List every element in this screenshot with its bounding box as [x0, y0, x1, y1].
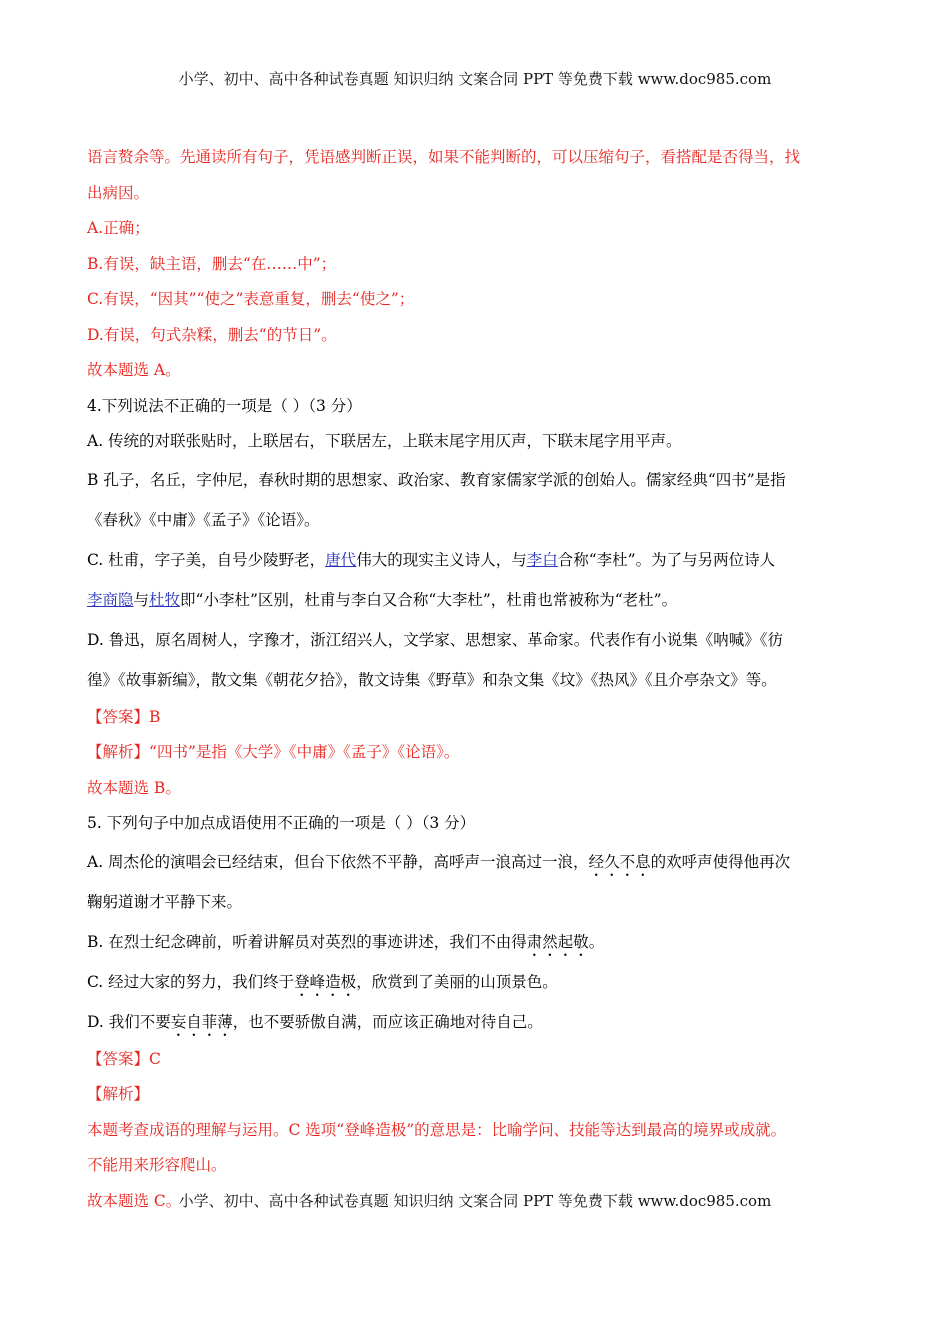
q5-conclusion: 故本题选 C。 [87, 1191, 182, 1210]
q5-answer-label: 【答案】 [87, 1049, 150, 1068]
q5-analysis-line2: 不能用来形容爬山。 [87, 1156, 227, 1174]
q5-c-idiom: 登峰造极 [294, 972, 357, 991]
q3-analysis-line1: 语言赘余等。先通读所有句子，凭语感判断正误，如果不能判断的，可以压缩句子，看搭配是否得当，找 [87, 148, 801, 166]
q4-analysis-text: “四书”是指《大学》《中庸》《孟子》《论语》。 [149, 743, 460, 761]
q4-c2-text-mid: 与 [133, 590, 150, 609]
q4-option-a: A. 传统的对联张贴时，上联居右，下联居左，上联末尾字用仄声，下联末尾字用平声。 [87, 432, 682, 450]
page-header: 小学、初中、高中各种试卷真题 知识归纳 文案合同 PPT 等免费下载 www.doc985.com [178, 70, 772, 88]
q5-analysis-label: 【解析】 [87, 1085, 150, 1103]
q5-option-d [87, 1002, 877, 1042]
q5-answer [87, 1042, 877, 1078]
link-li-shangyin[interactable]: 李商隐 [87, 590, 134, 609]
q4-analysis [87, 735, 877, 771]
q3-analysis-line2: 出病因。 [87, 183, 150, 202]
q4-answer [87, 700, 877, 736]
q4-option-c-line2 [87, 580, 877, 620]
q5-stem: 5. 下列句子中加点成语使用不正确的一项是（ ）（3 分） [87, 814, 476, 832]
q5-option-a-line1 [87, 842, 877, 882]
q4-conclusion: 故本题选 B。 [87, 778, 181, 797]
q4-c2-text-post: 即“小李杜”区别，杜甫与李白又合称“大李杜”，杜甫也常被称为“老杜”。 [180, 590, 678, 609]
document-body [87, 140, 877, 1219]
q5-option-a-line2: 鞠躬道谢才平静下来。 [87, 892, 243, 911]
q3-conclusion: 故本题选 A。 [87, 361, 181, 379]
q5-option-b [87, 922, 877, 962]
q3-option-d: D.有误，句式杂糅，删去“的节日”。 [87, 325, 337, 344]
q5-b-text-pre: B. 在烈士纪念碑前，听着讲解员对英烈的事迹讲述，我们不由得 [87, 932, 527, 951]
q4-answer-value: B [149, 707, 161, 726]
link-tang-dynasty[interactable]: 唐代 [325, 550, 357, 569]
q5-a-text-pre: A. 周杰伦的演唱会已经结束，但台下依然不平静，高呼声一浪高过一浪， [87, 852, 589, 871]
q5-c-text-pre: C. 经过大家的努力，我们终于 [87, 972, 295, 991]
q4-c-text-post: 合称“李杜”。为了与另两位诗人 [557, 550, 776, 569]
q5-d-text-pre: D. 我们不要 [87, 1012, 171, 1031]
q4-answer-label: 【答案】 [87, 707, 150, 726]
q5-d-idiom: 妄自菲薄 [170, 1012, 233, 1031]
page-footer: 小学、初中、高中各种试卷真题 知识归纳 文案合同 PPT 等免费下载 www.doc985.com [178, 1192, 772, 1210]
q5-option-c [87, 962, 877, 1002]
q5-a-idiom: 经久不息 [588, 852, 651, 871]
q5-c-text-post: ，欣赏到了美丽的山顶景色。 [356, 972, 558, 991]
q5-b-idiom: 肃然起敬 [526, 932, 589, 951]
q3-option-a: A.正确； [87, 219, 150, 237]
q4-option-c-line1 [87, 540, 877, 580]
q3-option-b: B.有误，缺主语，删去“在……中”； [87, 254, 337, 273]
q5-analysis-line1: 本题考查成语的理解与运用。C 选项“登峰造极”的意思是：比喻学问、技能等达到最高的境界或成就。 [87, 1120, 787, 1139]
link-li-bai[interactable]: 李白 [526, 550, 558, 569]
q5-b-text-post: 。 [588, 932, 605, 951]
q5-answer-value: C [149, 1049, 161, 1068]
q3-option-c: C.有误，“因其”“使之”表意重复，删去“使之”； [87, 290, 415, 308]
q4-c-text-mid: 伟大的现实主义诗人，与 [356, 550, 527, 569]
q5-d-text-post: ，也不要骄傲自满，而应该正确地对待自己。 [232, 1012, 543, 1031]
q4-option-d-line1: D. 鲁迅，原名周树人，字豫才，浙江绍兴人，文学家、思想家、革命家。代表作有小说集《呐喊》《彷 [87, 630, 783, 649]
q4-stem: 4.下列说法不正确的一项是（ ）（3 分） [87, 396, 362, 415]
q4-analysis-label: 【解析】 [87, 743, 150, 761]
link-du-mu[interactable]: 杜牧 [149, 590, 181, 609]
q4-option-d-line2: 徨》《故事新编》，散文集《朝花夕拾》，散文诗集《野草》和杂文集《坟》《热风》《且介亭杂文》等。 [87, 670, 777, 689]
q4-option-b-line1: B 孔子，名丘，字仲尼，春秋时期的思想家、政治家、教育家儒家学派的创始人。儒家经典“四书”是指 [87, 470, 786, 489]
q4-c-text-pre: C. 杜甫，字子美，自号少陵野老， [87, 550, 326, 569]
q4-option-b-line2: 《春秋》《中庸》《孟子》《论语》。 [87, 510, 320, 529]
q5-a-text-post: 的欢呼声使得他再次 [650, 852, 791, 871]
